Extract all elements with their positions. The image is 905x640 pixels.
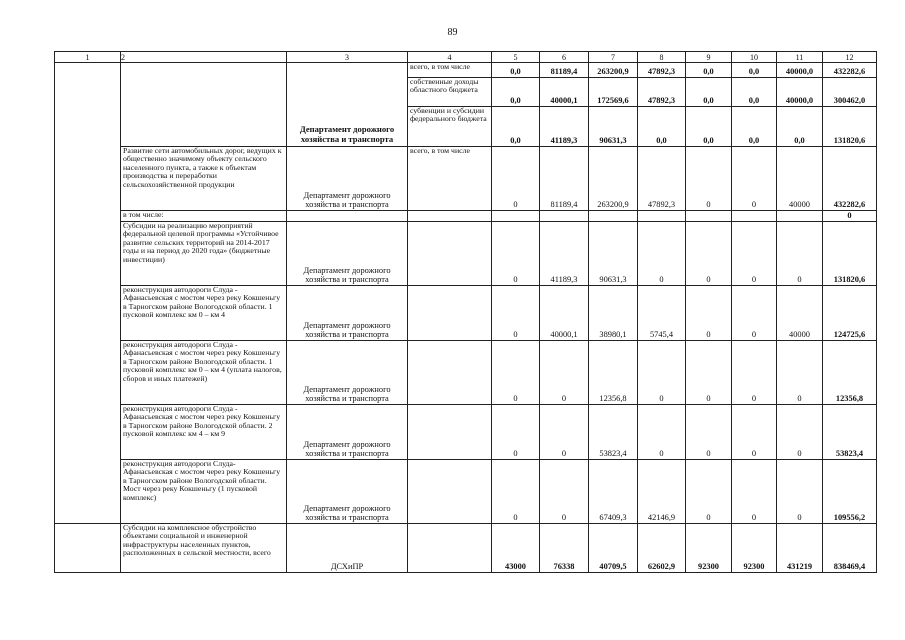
header-cell: 3 (287, 52, 408, 63)
value-cell: 62602,9 (638, 524, 686, 573)
value-cell: 124725,6 (823, 286, 877, 341)
value-cell: 0 (732, 460, 777, 524)
value-cell: 43000 (492, 524, 540, 573)
value-cell: 0 (540, 341, 589, 405)
value-cell: 0 (686, 341, 732, 405)
value-cell: 0 (492, 341, 540, 405)
value-cell: 0 (777, 405, 823, 460)
table-row (55, 405, 877, 460)
header-cell: 7 (589, 52, 638, 63)
value-cell: 0 (686, 147, 732, 211)
header-cell: 11 (777, 52, 823, 63)
table-row (55, 211, 877, 222)
value-cell: 0 (686, 405, 732, 460)
row-col4: всего, в том числе (408, 147, 492, 211)
value-cell: 40000,1 (540, 286, 589, 341)
value-cell: 12356,8 (823, 341, 877, 405)
row-col4 (408, 222, 492, 286)
value-cell (540, 211, 589, 222)
value-cell: 47892,3 (638, 147, 686, 211)
header-cell: 12 (823, 52, 877, 63)
value-cell: 92300 (732, 524, 777, 573)
value-cell: 0,0 (732, 63, 777, 78)
row-name: реконструкция автодороги Слуда - Афанасьевская с мостом через реку Кокшеньгу в Тарногском районе Вологодской области. 1 пусковой комплекс км 0 – км 4 (уплата налогов, сборов и иных платежей) (121, 341, 287, 405)
value-cell: 0,0 (686, 78, 732, 107)
value-cell: 81189,4 (540, 63, 589, 78)
value-cell: 0 (638, 222, 686, 286)
value-cell: 40000,1 (540, 78, 589, 107)
value-cell: 838469,4 (823, 524, 877, 573)
value-cell: 47892,3 (638, 63, 686, 78)
value-cell: 0 (686, 222, 732, 286)
value-cell: 0 (686, 460, 732, 524)
value-cell: 0 (732, 341, 777, 405)
value-cell: 432282,6 (823, 147, 877, 211)
value-cell: 172569,6 (589, 78, 638, 107)
table-row (55, 524, 877, 573)
value-cell: 263200,9 (589, 147, 638, 211)
value-cell: 131820,6 (823, 222, 877, 286)
row-name: Субсидии на реализацию мероприятий федеральной целевой программы «Устойчивое развитие сельских территорий на 2014-2017 годы и на период до 2020 года» (бюджетные инвестиции) (121, 222, 287, 286)
value-cell: 47892,3 (638, 78, 686, 107)
header-cell: 5 (492, 52, 540, 63)
header-cell: 4 (408, 52, 492, 63)
value-cell: 40000 (777, 286, 823, 341)
row-dept: Департамент дорожного хозяйства и транспорта (287, 147, 408, 211)
row-name: Развитие сети автомобильных дорог, ведущих к общественно значимому объекту сельского населенного пункта, а также к объектам производства и переработки сельскохозяйственной продукции (121, 147, 287, 211)
value-cell: 131820,6 (823, 107, 877, 147)
value-cell: 90631,3 (589, 107, 638, 147)
value-cell: 12356,8 (589, 341, 638, 405)
header-cell: 6 (540, 52, 589, 63)
value-cell: 0 (823, 211, 877, 222)
row-name: в том числе: (121, 211, 287, 222)
value-cell: 0,0 (732, 107, 777, 147)
value-cell: 0,0 (492, 107, 540, 147)
value-cell: 0,0 (732, 78, 777, 107)
row-dept: Департамент дорожного хозяйства и транспорта (287, 222, 408, 286)
value-cell: 109556,2 (823, 460, 877, 524)
row-col4 (408, 341, 492, 405)
row-dept: Департамент дорожного хозяйства и транспорта (287, 460, 408, 524)
value-cell: 40709,5 (589, 524, 638, 573)
row-dept: Департамент дорожного хозяйства и транспорта (287, 405, 408, 460)
value-cell: 40000 (777, 147, 823, 211)
row-dept (287, 211, 408, 222)
header-cell: 1 (55, 52, 121, 63)
value-cell: 0 (540, 405, 589, 460)
value-cell: 40000,0 (777, 63, 823, 78)
value-cell (589, 211, 638, 222)
table-row (55, 286, 877, 341)
department-cell: Департамент дорожного хозяйства и транспорта (287, 63, 408, 147)
value-cell: 0 (732, 222, 777, 286)
budget-table (54, 51, 877, 573)
value-cell: 38980,1 (589, 286, 638, 341)
value-cell: 0 (732, 286, 777, 341)
header-cell: 10 (732, 52, 777, 63)
value-cell: 0 (492, 147, 540, 211)
value-cell: 0 (638, 405, 686, 460)
value-cell: 53823,4 (823, 405, 877, 460)
value-cell: 41189,3 (540, 222, 589, 286)
row-col4 (408, 460, 492, 524)
table-row (55, 222, 877, 286)
row-col4 (408, 405, 492, 460)
value-cell: 0 (732, 405, 777, 460)
row-col4 (408, 211, 492, 222)
value-cell: 0 (638, 341, 686, 405)
value-cell: 0 (732, 147, 777, 211)
value-cell: 92300 (686, 524, 732, 573)
value-cell: 0,0 (492, 78, 540, 107)
header-cell: 9 (686, 52, 732, 63)
row-dept: Департамент дорожного хозяйства и транспорта (287, 286, 408, 341)
table-row (55, 460, 877, 524)
value-cell: 81189,4 (540, 147, 589, 211)
value-cell (777, 211, 823, 222)
row-name: реконструкция автодороги Слуда - Афанасьевская с мостом через реку Кокшеньгу в Тарногском районе Вологодской области. 1 пусковой комплекс км 0 – км 4 (121, 286, 287, 341)
value-cell: 0 (492, 405, 540, 460)
value-cell (686, 211, 732, 222)
value-cell (732, 211, 777, 222)
value-cell: 0 (686, 286, 732, 341)
value-cell: 0,0 (686, 63, 732, 78)
table-row (55, 63, 877, 78)
value-cell: 41189,3 (540, 107, 589, 147)
funding-label: субвенции и субсидии федерального бюджета (408, 107, 492, 147)
funding-label: всего, в том числе (408, 63, 492, 78)
header-cell: 2 (121, 52, 287, 63)
value-cell: 0,0 (686, 107, 732, 147)
value-cell: 40000,0 (777, 78, 823, 107)
value-cell: 0,0 (777, 107, 823, 147)
row-dept: Департамент дорожного хозяйства и транспорта (287, 341, 408, 405)
value-cell: 90631,3 (589, 222, 638, 286)
funding-label: собственные доходы областного бюджета (408, 78, 492, 107)
value-cell: 0,0 (638, 107, 686, 147)
blank-cell (121, 63, 287, 147)
row-name: Субсидии на комплексное обустройство объектами социальной и инженерной инфраструктуры населенных пунктов, расположенных в сельской местности, всего (121, 524, 287, 573)
value-cell: 432282,6 (823, 63, 877, 78)
table-row (55, 341, 877, 405)
value-cell: 5745,4 (638, 286, 686, 341)
value-cell: 0 (492, 460, 540, 524)
value-cell: 300462,0 (823, 78, 877, 107)
value-cell (492, 211, 540, 222)
value-cell: 0 (777, 222, 823, 286)
value-cell: 0 (492, 222, 540, 286)
blank-cell (55, 63, 121, 524)
value-cell: 0 (777, 341, 823, 405)
value-cell: 0 (492, 286, 540, 341)
row-col4 (408, 524, 492, 573)
value-cell: 0 (540, 460, 589, 524)
value-cell: 0,0 (492, 63, 540, 78)
value-cell: 76338 (540, 524, 589, 573)
row-name: реконструкция автодороги Слуда- Афанасьевская с мостом через реку Кокшеньгу в Тарногском районе Вологодской области. Мост через реку Кокшеньгу (1 пусковой комплекс) (121, 460, 287, 524)
blank-cell (55, 524, 121, 573)
value-cell: 263200,9 (589, 63, 638, 78)
header-cell: 8 (638, 52, 686, 63)
header-row (55, 52, 877, 63)
value-cell: 67409,3 (589, 460, 638, 524)
value-cell: 0 (777, 460, 823, 524)
value-cell: 431219 (777, 524, 823, 573)
table-row (55, 147, 877, 211)
value-cell: 53823,4 (589, 405, 638, 460)
row-dept: ДСХиПР (287, 524, 408, 573)
row-col4 (408, 286, 492, 341)
page-number: 89 (447, 27, 458, 38)
value-cell (638, 211, 686, 222)
row-name: реконструкция автодороги Слуда - Афанасьевская с мостом через реку Кокшеньгу в Тарногском районе Вологодской области. 2 пусковой комплекс км 4 – км 9 (121, 405, 287, 460)
value-cell: 42146,9 (638, 460, 686, 524)
